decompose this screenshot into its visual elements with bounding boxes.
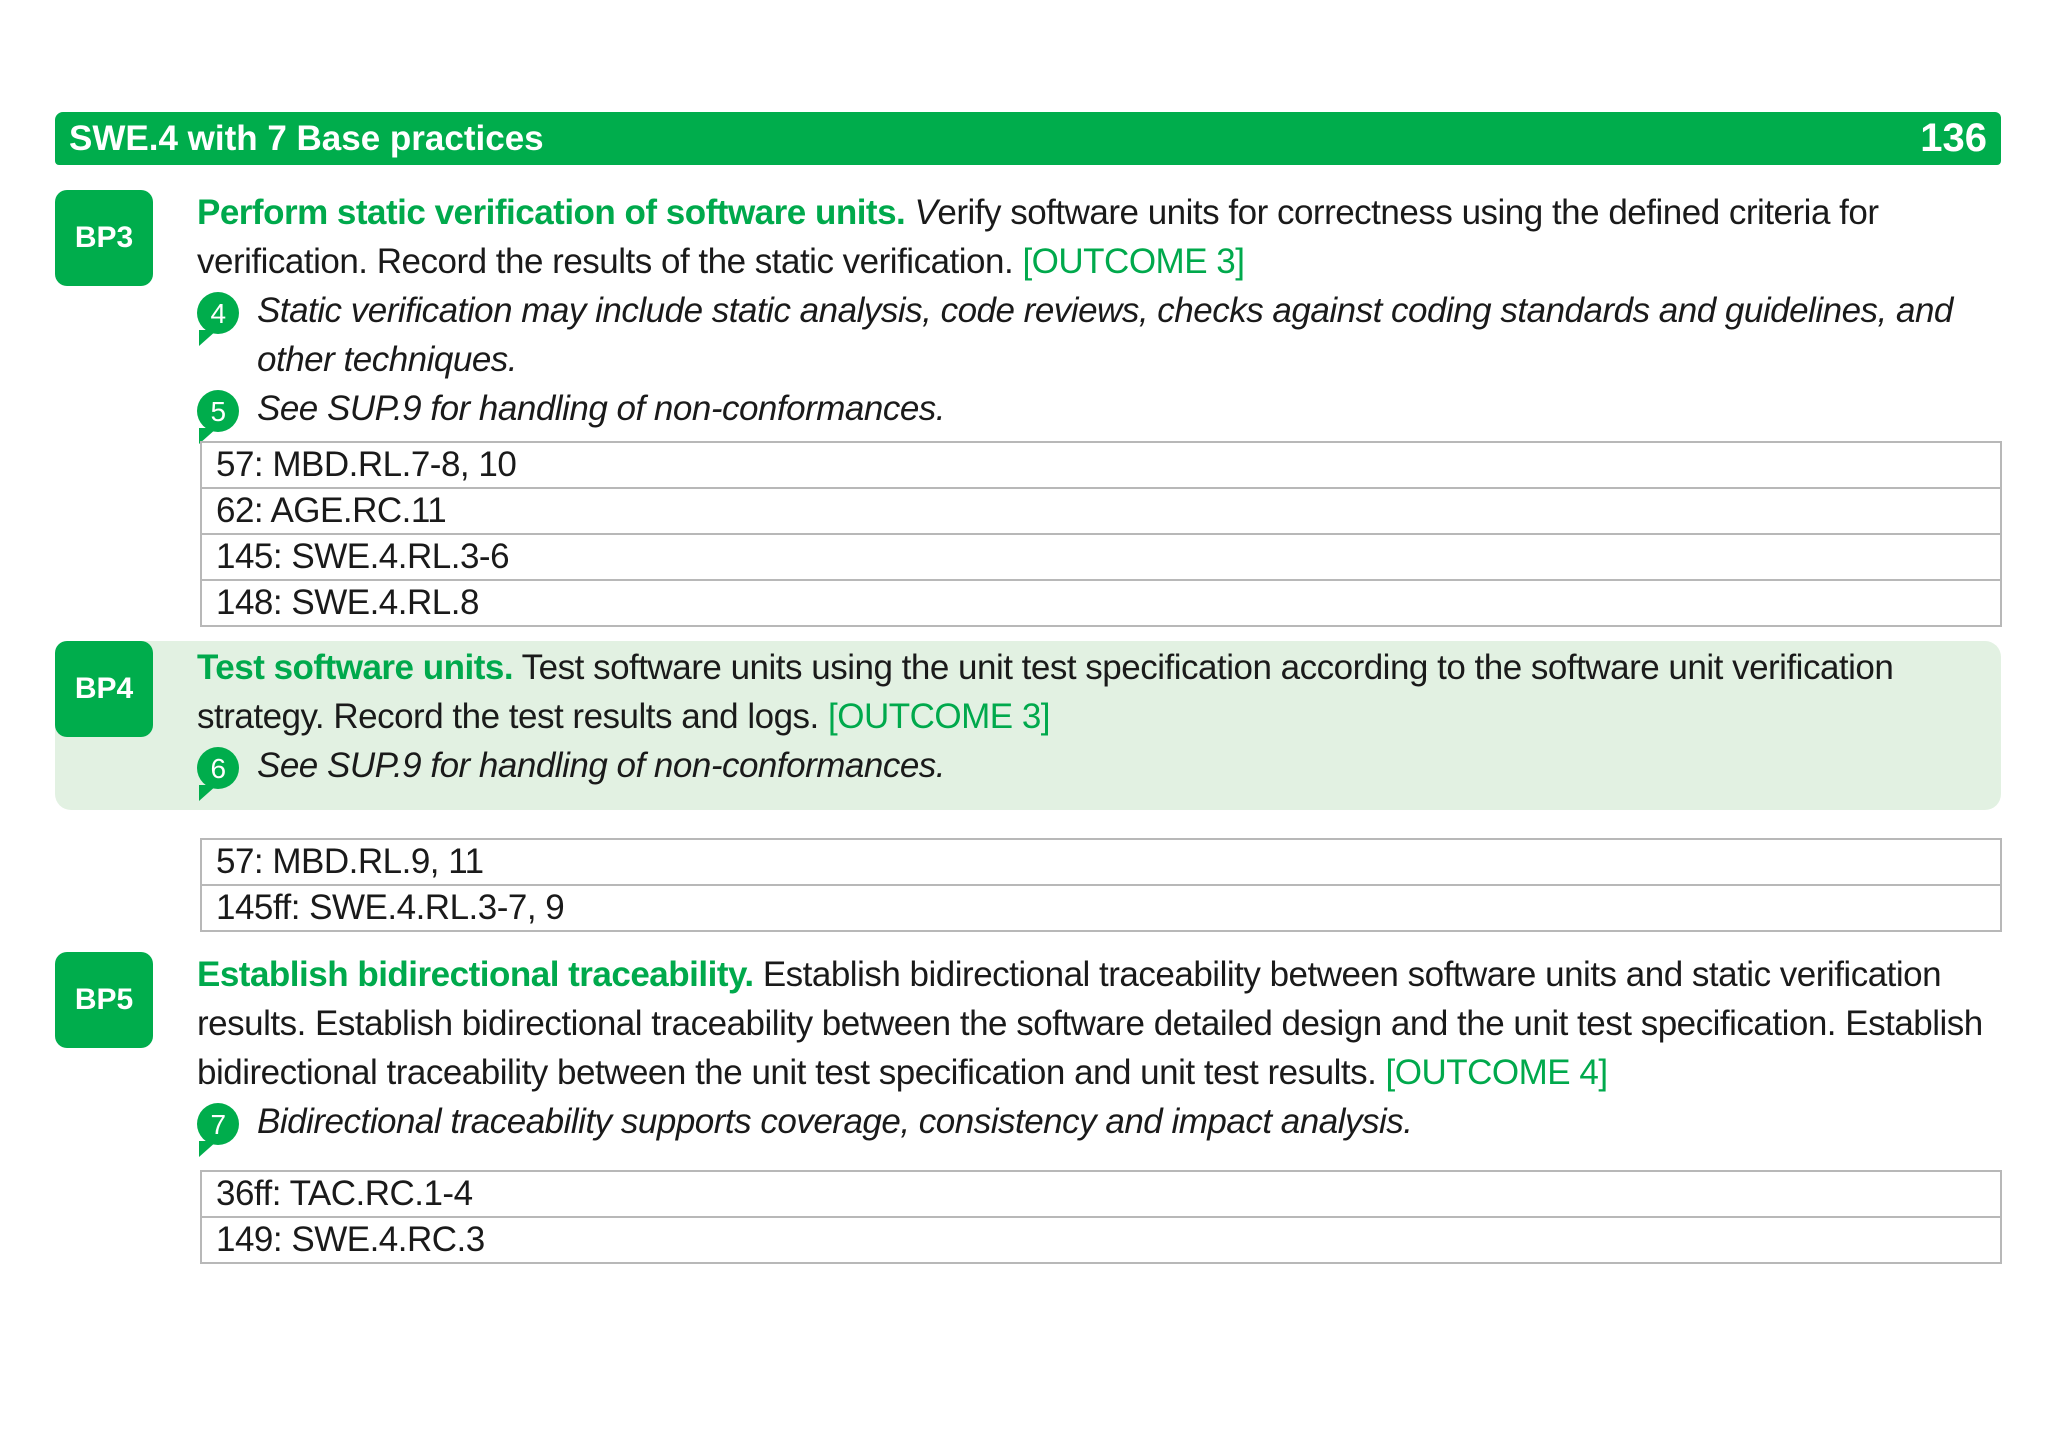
- note-number: 4: [210, 297, 226, 329]
- bp3-text-italic-start: V: [914, 193, 938, 232]
- bp4-description: Test software units using the unit test specification according to the software unit verification strategy. Record the test results and logs.: [197, 648, 1894, 736]
- bp4-note-6: [197, 741, 1987, 790]
- bp5-title: Establish bidirectional traceability.: [197, 955, 754, 994]
- bp3-outcome: [OUTCOME 3]: [1022, 242, 1245, 281]
- bp5-description: Establish bidirectional traceability between software units and static verification results. Establish bidirectional traceability between the software detailed design and the unit test specification. Establish bidirectional traceability between the unit test specification and unit test results.: [197, 955, 1983, 1092]
- table-row: 36ff: TAC.RC.1-4: [202, 1172, 2000, 1218]
- bp4-title: Test software units.: [197, 648, 514, 687]
- bp4-reference-table: [200, 838, 2002, 932]
- note-bubble-icon: [197, 292, 239, 334]
- table-row: 57: MBD.RL.9, 11: [202, 840, 2000, 886]
- note-number: 7: [210, 1108, 226, 1140]
- note-bubble-icon: [197, 1103, 239, 1145]
- table-row: 145: SWE.4.RL.3-6: [202, 535, 2000, 581]
- page-number: 136: [1920, 116, 1987, 160]
- note-number: 6: [210, 752, 226, 784]
- table-row: 62: AGE.RC.11: [202, 489, 2000, 535]
- note-text: See SUP.9 for handling of non-conformances.: [257, 746, 946, 785]
- bp5-outcome: [OUTCOME 4]: [1385, 1053, 1608, 1092]
- bp3-note-5: [197, 384, 1987, 433]
- bp3-badge: BP3: [55, 190, 153, 286]
- section-title: SWE.4 with 7 Base practices: [69, 118, 544, 158]
- bp4-outcome: [OUTCOME 3]: [828, 697, 1051, 736]
- bp4-badge: BP4: [55, 641, 153, 737]
- table-row: 148: SWE.4.RL.8: [216, 583, 479, 622]
- bp3-reference-table: [200, 441, 2002, 627]
- bp5-block: [55, 952, 2001, 1162]
- bp3-block: [55, 190, 2001, 430]
- bp3-note-4: [197, 286, 1987, 384]
- bp5-note-7: [197, 1097, 1987, 1146]
- note-bubble-icon: [197, 747, 239, 789]
- table-row: 57: MBD.RL.7-8, 10: [202, 443, 2000, 489]
- note-text: Static verification may include static analysis, code reviews, checks against coding standards and guidelines, and other techniques.: [257, 291, 1953, 379]
- section-header: [55, 112, 2001, 165]
- bp4-text: [197, 643, 1987, 790]
- bp4-block: [55, 641, 2001, 810]
- bp5-text: [197, 950, 1987, 1146]
- table-row: 145ff: SWE.4.RL.3-7, 9: [216, 888, 565, 927]
- bp3-text: [197, 188, 1987, 433]
- bp5-reference-table: [200, 1170, 2002, 1264]
- bp5-badge: BP5: [55, 952, 153, 1048]
- bp3-description: erify software units for correctness using the defined criteria for verification. Record the results of the static verification.: [197, 193, 1879, 281]
- note-text: Bidirectional traceability supports coverage, consistency and impact analysis.: [257, 1102, 1413, 1141]
- note-number: 5: [210, 395, 226, 427]
- bp3-title: Perform static verification of software units.: [197, 193, 906, 232]
- note-text: See SUP.9 for handling of non-conformances.: [257, 389, 946, 428]
- note-bubble-icon: [197, 390, 239, 432]
- table-row: 149: SWE.4.RC.3: [216, 1220, 485, 1259]
